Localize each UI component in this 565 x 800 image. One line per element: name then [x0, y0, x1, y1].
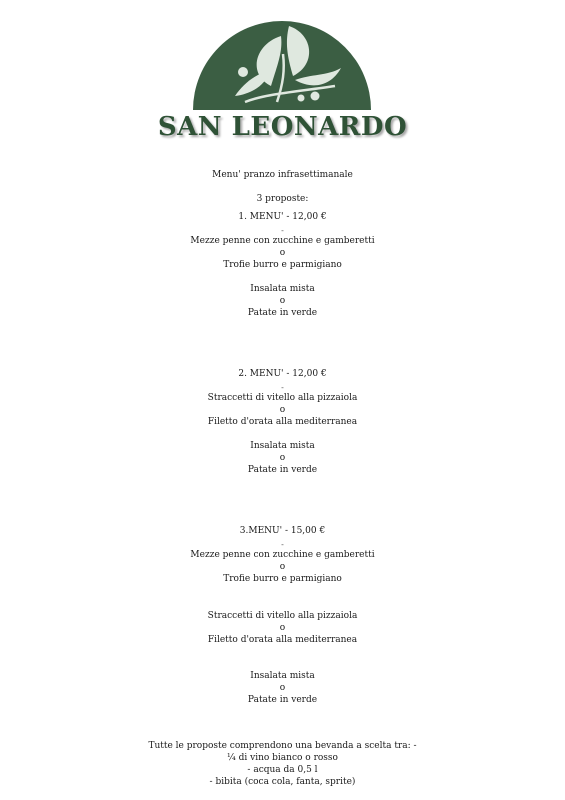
menu-3-secondo-b: Filetto d'orata alla mediterranea — [207, 635, 358, 645]
drinks-note: Tutte le proposte comprendono una bevanda a scelta tra: - — [148, 741, 417, 751]
drink-option-water: - acqua da 0,5 l — [247, 765, 318, 775]
menu-2-secondo-b: Filetto d'orata alla mediterranea — [207, 417, 358, 427]
menu-3-primo-a: Mezze penne con zucchine e gamberetti — [190, 550, 375, 560]
menu-3-contorno-b: Patate in verde — [247, 695, 318, 705]
menu-2-contorno-or: o — [279, 453, 286, 463]
menu-2-secondo-or: o — [279, 405, 286, 415]
menu-1-contorno-a: Insalata mista — [250, 284, 315, 294]
menu-1-primo-b: Trofie burro e parmigiano — [223, 260, 342, 270]
menu-3-primo-or: o — [279, 562, 286, 572]
restaurant-logo — [0, 0, 565, 150]
menu-3-primo-b: Trofie burro e parmigiano — [223, 574, 342, 584]
menu-3-contorno-or: o — [279, 683, 286, 693]
menu-1-primo-or: o — [279, 248, 286, 258]
menu-2-heading: 2. MENU' - 12,00 € — [238, 369, 327, 379]
menu-3-contorno-a: Insalata mista — [250, 671, 315, 681]
menu-3-separator: - — [281, 540, 284, 549]
brand-name: SAN LEONARDO — [157, 112, 408, 142]
menu-1-primo-a: Mezze penne con zucchine e gamberetti — [190, 236, 375, 246]
menu-2-secondo-a: Straccetti di vitello alla pizzaiola — [207, 393, 358, 403]
menu-3-heading: 3.MENU' - 15,00 € — [239, 526, 326, 536]
menu-2-contorno-b: Patate in verde — [247, 465, 318, 475]
menu-2-contorno-a: Insalata mista — [250, 441, 315, 451]
menu-title: Menu' pranzo infrasettimanale — [212, 170, 353, 180]
menu-1-contorno-b: Patate in verde — [247, 308, 318, 318]
menu-1-heading: 1. MENU' - 12,00 € — [238, 212, 327, 222]
menu-3-secondo-or: o — [279, 623, 286, 633]
menu-3-secondo-a: Straccetti di vitello alla pizzaiola — [207, 611, 358, 621]
menu-2-separator: - — [281, 383, 284, 392]
drink-option-wine: ¼ di vino bianco o rosso — [227, 753, 338, 763]
menu-1-contorno-or: o — [279, 296, 286, 306]
menu-1-separator: - — [281, 226, 284, 235]
menu-intro: 3 proposte: — [256, 194, 309, 204]
drink-option-soft: - bibita (coca cola, fanta, sprite) — [209, 777, 356, 787]
leaf-logo-icon — [185, 14, 380, 114]
